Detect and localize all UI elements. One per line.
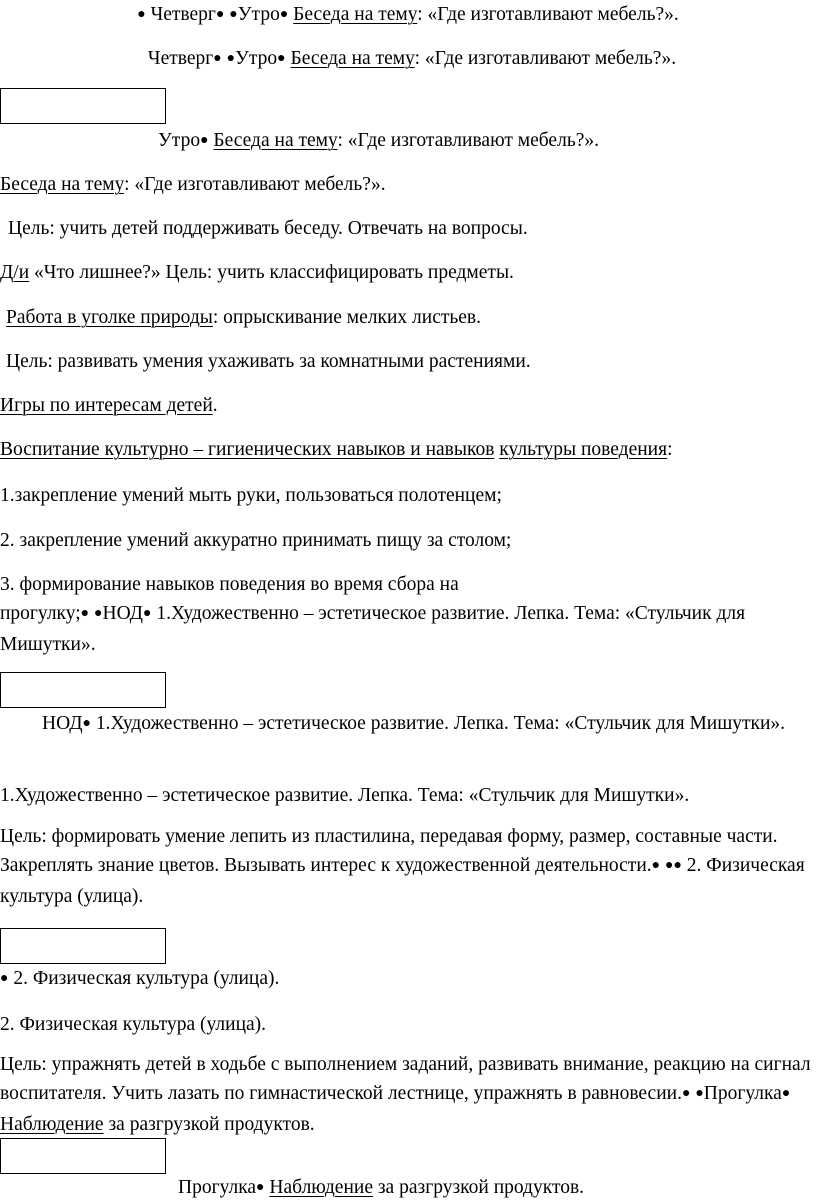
bullet-icon: ●: [200, 133, 209, 148]
hygiene-item-3: [0, 570, 812, 659]
interests-label: Игры по интересам детей: [0, 395, 213, 416]
conversation-topic: : «Где изготавливают мебель?».: [337, 130, 599, 151]
pe-goal-text: Цель: упражнять детей в ходьбе с выполнением заданий, развивать внимание, реакцию на сигнал воспитателя. Учить лазать по гимнастической лестнице, упражнять в равновесии.: [0, 1054, 811, 1104]
bullet-icon: ●: [279, 7, 289, 22]
hygiene-heading: [0, 437, 816, 463]
conversation-label: Беседа на тему: [213, 130, 338, 151]
bullet-icon: ●: [94, 606, 103, 621]
didactic-game-line: [0, 260, 816, 286]
lesson-goal: [0, 822, 812, 911]
conversation-topic: : «Где изготавливают мебель?».: [417, 4, 679, 25]
day-label: Четверг: [150, 4, 216, 25]
bullet-icon: ●: [277, 51, 286, 66]
hygiene-item-1: 1.закрепление умений мыть руки, пользоваться полотенцем;: [0, 485, 502, 506]
morning-label: Утро: [237, 4, 280, 25]
lesson-text: 1.Художественно – эстетическое развитие. Лепка. Тема: «Стульчик для Мишутки».: [0, 603, 746, 655]
bullet-icon: ●: [215, 7, 225, 22]
conversation-label: Беседа на тему: [290, 48, 415, 69]
bullet-icon: ●: [80, 606, 90, 621]
nod-block: [0, 709, 812, 740]
bullet-icon: ●: [142, 606, 152, 621]
morning-label: Утро: [158, 130, 201, 151]
pe-text: 2. Физическая культура (улица).: [8, 968, 280, 989]
hygiene-end: :: [667, 439, 673, 460]
hygiene-label-b: культуры поведения: [499, 439, 668, 460]
lesson-title: 1.Художественно – эстетическое развитие. Лепка. Тема: «Стульчик для Мишутки».: [0, 785, 690, 806]
walk-line: [0, 1175, 816, 1203]
bullet-icon: ●: [651, 858, 661, 873]
day-label: Четверг: [147, 48, 214, 69]
conversation-topic: : «Где изготавливают мебель?».: [124, 174, 386, 195]
bullet-icon: ●: [213, 51, 222, 66]
bullet-icon: ●: [781, 1086, 791, 1101]
hygiene-item-3b: прогулку;: [0, 603, 81, 624]
empty-frame: [0, 1138, 166, 1174]
nature-corner-line: [0, 305, 816, 331]
bullet-icon: ●: [664, 858, 674, 873]
conversation-goal: Цель: учить детей поддерживать беседу. Отвечать на вопросы.: [8, 218, 528, 239]
morning-line: [0, 128, 816, 156]
bullet-icon: ●: [226, 51, 236, 66]
morning-label: Утро: [235, 48, 278, 69]
observation-label: Наблюдение: [269, 1177, 373, 1198]
conversation-label: Беседа на тему: [293, 4, 418, 25]
bullet-icon: ●: [229, 7, 238, 22]
conversation-label: Беседа на тему: [0, 174, 125, 195]
walk-label: Прогулка: [703, 1083, 782, 1104]
observation-text: за разгрузкой продуктов.: [103, 1114, 315, 1135]
empty-frame: [0, 928, 166, 964]
observation-text: за разгрузкой продуктов.: [372, 1177, 585, 1198]
didactic-game-text: «Что лишнее?» Цель: учить классифицировать предметы.: [29, 262, 514, 283]
observation-label: Наблюдение: [0, 1114, 104, 1135]
conversation-line: [0, 172, 816, 198]
bullet-icon: ●: [0, 971, 9, 986]
hygiene-item-3a: 3. формирование навыков поведения во время сбора на: [0, 574, 459, 595]
didactic-game-label: Д/и: [0, 262, 30, 283]
bullet-icon: ●: [137, 7, 146, 22]
interests-line: [0, 393, 816, 419]
hygiene-label-a: Воспитание культурно – гигиенических навыков и навыков: [0, 439, 495, 460]
bullet-icon: ●: [681, 1086, 691, 1101]
header-line-1: [0, 2, 816, 30]
nature-goal: Цель: развивать умения ухаживать за комнатными растениями.: [6, 351, 531, 372]
bullet-icon: ●: [695, 1086, 704, 1101]
pe-goal: [0, 1050, 812, 1139]
empty-frame: [0, 88, 166, 124]
interests-end: .: [212, 395, 218, 416]
hygiene-item-2: 2. закрепление умений аккуратно принимать пищу за столом;: [0, 530, 512, 551]
nature-corner-label: Работа в уголке природы: [6, 307, 213, 328]
lesson-goal-text: Цель: формировать умение лепить из пластилина, передавая форму, размер, составные части. Закреплять знание цветов. Вызывать интерес к художественной деятельности.: [0, 826, 778, 876]
pe-line: [0, 966, 816, 994]
conversation-topic: : «Где изготавливают мебель?».: [414, 48, 677, 69]
bullet-icon: ●: [256, 1180, 265, 1195]
bullet-icon: ●: [82, 716, 91, 731]
bullet-icon: ●: [673, 858, 682, 873]
walk-label: Прогулка: [178, 1177, 257, 1198]
header-line-2: [0, 46, 816, 74]
pe-title: 2. Физическая культура (улица).: [0, 1014, 267, 1035]
nod-label: НОД: [42, 713, 83, 734]
nature-corner-text: : опрыскивание мелких листьев.: [212, 307, 482, 328]
nod-label: НОД: [102, 603, 143, 624]
nod-text: 1.Художественно – эстетическое развитие. Лепка. Тема: «Стульчик для Мишутки».: [90, 713, 786, 734]
pe-inline: 2. Физическая культура (улица).: [0, 855, 805, 907]
empty-frame: [0, 672, 166, 708]
